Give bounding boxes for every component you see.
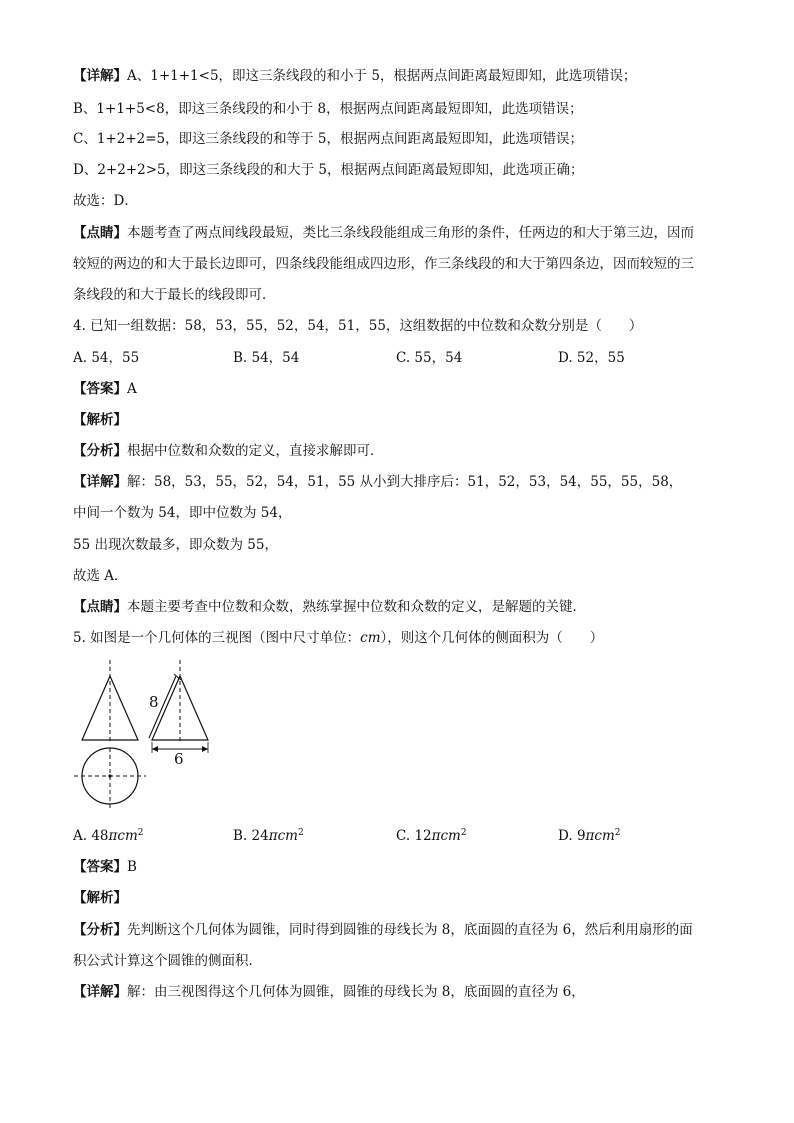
line-text: 条线段的和大于最长的线段即可． bbox=[73, 287, 276, 303]
analysis-header bbox=[73, 410, 127, 430]
text-line bbox=[73, 597, 586, 617]
text-line bbox=[73, 285, 276, 305]
text-line bbox=[73, 191, 138, 211]
option-number: 12 bbox=[414, 828, 432, 844]
section-tag: 【详解】 bbox=[73, 68, 127, 84]
option-number: 48 bbox=[91, 828, 109, 844]
line-text: 故选 A． bbox=[73, 568, 128, 584]
text-line bbox=[73, 951, 262, 971]
center-point bbox=[108, 774, 111, 777]
stem-text: 5. 如图是一个几何体的三视图（图中尺寸单位： bbox=[73, 630, 361, 646]
section-tag: 【分析】 bbox=[73, 443, 127, 459]
answer-line bbox=[73, 379, 137, 399]
option-unit: πcm bbox=[431, 828, 461, 844]
stem-text: ），则这个几何体的侧面积为（ ） bbox=[380, 630, 604, 646]
line-text: 根据中位数和众数的定义，直接求解即可． bbox=[127, 443, 384, 459]
line-text: 本题考查了两点间线段最短，类比三条线段能组成三角形的条件，任两边的和大于第三边，因而 bbox=[127, 225, 694, 241]
line-text: 解：由三视图得这个几何体为圆锥，圆锥的母线长为 8，底面圆的直径为 6， bbox=[127, 984, 585, 1000]
section-tag: 【答案】 bbox=[73, 859, 127, 875]
line-text: A、1+1+1<5，即这三条线段的和小于 5，根据两点间距离最短即知，此选项错误； bbox=[127, 68, 637, 84]
q5-option-d bbox=[558, 826, 621, 846]
text-line bbox=[73, 920, 693, 940]
option-number: 24 bbox=[251, 828, 269, 844]
line-text: 本题主要考查中位数和众数，熟练掌握中位数和众数的定义，是解题的关键． bbox=[127, 599, 586, 615]
q4-option-a: A. 54，55 bbox=[73, 350, 140, 366]
side-view bbox=[149, 660, 208, 768]
slant-label: 8 bbox=[149, 693, 159, 711]
section-tag: 【点睛】 bbox=[73, 599, 127, 615]
section-tag: 【解析】 bbox=[73, 412, 127, 428]
section-tag: 【详解】 bbox=[73, 474, 127, 490]
unit-text: cm bbox=[360, 630, 381, 646]
line-text: D、2+2+2>5，即这三条线段的和大于 5，根据两点间距离最短即知，此选项正确； bbox=[73, 162, 584, 178]
text-line bbox=[73, 160, 584, 180]
line-text: C、1+2+2=5，即这三条线段的和等于 5，根据两点间距离最短即知，此选项错误； bbox=[73, 131, 583, 147]
text-line bbox=[73, 566, 128, 586]
line-text: 解：58，53，55，52，54，51，55 从小到大排序后：51，52，53，54，55，55，58， bbox=[127, 474, 683, 490]
q4-option-d: D. 52，55 bbox=[558, 350, 625, 366]
line-text: 先判断这个几何体为圆锥，同时得到圆锥的母线长为 8，底面圆的直径为 6，然后利用扇形的面 bbox=[127, 922, 693, 938]
line-text: B、1+1+5<8，即这三条线段的和小于 8，根据两点间距离最短即知，此选项错误； bbox=[73, 101, 583, 117]
text-line bbox=[73, 66, 636, 86]
arrow-right-icon bbox=[202, 746, 208, 752]
section-tag: 【分析】 bbox=[73, 922, 127, 938]
text-line bbox=[73, 254, 694, 274]
base-label: 6 bbox=[174, 750, 184, 768]
line-text: A bbox=[127, 381, 137, 397]
option-unit: πcm bbox=[268, 828, 298, 844]
text-line bbox=[73, 129, 583, 149]
section-tag: 【解析】 bbox=[73, 890, 127, 906]
text-line bbox=[73, 223, 694, 243]
option-exponent: 2 bbox=[614, 828, 621, 838]
front-view bbox=[82, 660, 138, 744]
option-letter: D. bbox=[558, 828, 573, 844]
option-letter: B. bbox=[233, 828, 248, 844]
q4-option-b: B. 54，54 bbox=[233, 350, 300, 366]
text-line bbox=[73, 982, 585, 1002]
top-view bbox=[74, 748, 146, 808]
three-view-figure bbox=[70, 660, 220, 810]
line-text: 中间一个数为 54，即中位数为 54， bbox=[73, 505, 292, 521]
q5-option-c bbox=[396, 826, 467, 846]
option-number: 9 bbox=[576, 828, 586, 844]
option-exponent: 2 bbox=[137, 828, 144, 838]
q4-option-c: C. 55，54 bbox=[396, 350, 463, 366]
q5-option-a bbox=[73, 826, 144, 846]
line-text: 故选：D． bbox=[73, 193, 138, 209]
arrow-left-icon bbox=[152, 746, 158, 752]
question-4-stem bbox=[73, 316, 642, 336]
option-unit: πcm bbox=[585, 828, 615, 844]
text-line bbox=[73, 535, 278, 555]
answer-line bbox=[73, 857, 137, 877]
option-exponent: 2 bbox=[297, 828, 304, 838]
line-text: 积公式计算这个圆锥的侧面积． bbox=[73, 953, 262, 969]
text-line bbox=[73, 441, 384, 461]
option-exponent: 2 bbox=[460, 828, 467, 838]
line-text: B bbox=[127, 859, 137, 875]
section-tag: 【详解】 bbox=[73, 984, 127, 1000]
question-5-stem bbox=[73, 628, 603, 648]
line-text: 较短的两边的和大于最长边即可，四条线段能组成四边形，作三条线段的和大于第四条边，因而较短的三 bbox=[73, 256, 694, 272]
text-line bbox=[73, 503, 291, 523]
section-tag: 【答案】 bbox=[73, 381, 127, 397]
option-unit: πcm bbox=[108, 828, 138, 844]
text-line bbox=[73, 472, 682, 492]
line-text: 55 出现次数最多，即众数为 55， bbox=[73, 537, 278, 553]
option-letter: C. bbox=[396, 828, 411, 844]
analysis-header bbox=[73, 888, 127, 908]
option-letter: A. bbox=[73, 828, 88, 844]
line-text: 4. 已知一组数据：58，53，55，52，54，51，55，这组数据的中位数和众数分别是（ ） bbox=[73, 318, 643, 334]
section-tag: 【点睛】 bbox=[73, 225, 127, 241]
q5-option-b bbox=[233, 826, 304, 846]
text-line bbox=[73, 99, 583, 119]
